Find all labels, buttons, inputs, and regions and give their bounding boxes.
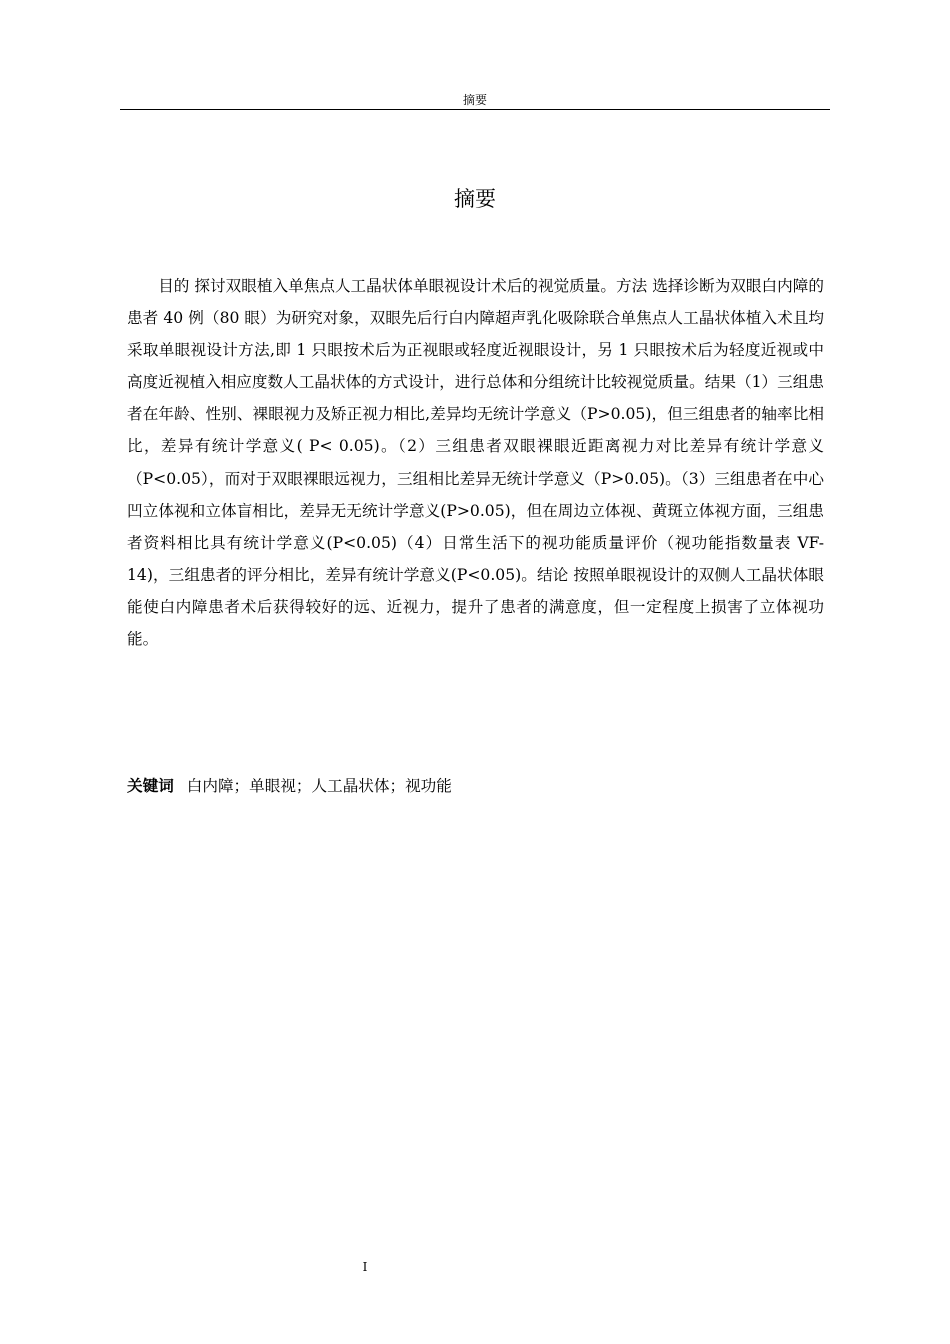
page-title: 摘要 [454,187,496,211]
keywords-values: 白内障；单眼视；人工晶状体；视功能 [186,777,452,795]
keywords-label: 关键词 [127,777,174,795]
header-rule [120,109,830,110]
page-number: I [362,1260,368,1274]
running-header: 摘要 [462,93,487,107]
abstract-paragraph: 目的 探讨双眼植入单焦点人工晶状体单眼视设计术后的视觉质量。方法 选择诊断为双眼白内障的患者 40 例（80 眼）为研究对象，双眼先后行白内障超声乳化吸除联合单焦点人工晶状体植入术且均采取单眼视设计方法,即 1 只眼按术后为正视眼或轻度近视眼设计，另 1 只眼按术后为轻度近视或中高度近视植入相应度数人工晶状体的方式设计，进行总体和分组统计比较视觉质量。结果（1）三组患者在年龄、性别、裸眼视力及矫正视力相比,差异均无统计学意义（P>0.05)，但三组患者的轴率比相比，差异有统计学意义( P< 0.05)。（2）三组患者双眼裸眼近距离视力对比差异有统计学意义（P<0.05），而对于双眼裸眼远视力，三组相比差异无统计学意义（P>0.05)。（3）三组患者在中心凹立体视和立体盲相比，差异无无统计学意义(P>0.05)，但在周边立体视、黄斑立体视方面，三组患者资料相比具有统计学意义(P<0.05)（4）日常生活下的视功能质量评价（视功能指数量表 VF-14)，三组患者的评分相比，差异有统计学意义(P<0.05)。结论 按照单眼视设计的双侧人工晶状体眼能使白内障患者术后获得较好的远、近视力，提升了患者的满意度，但一定程度上损害了立体视功能。 [127,277,824,649]
keywords-line [127,772,824,800]
